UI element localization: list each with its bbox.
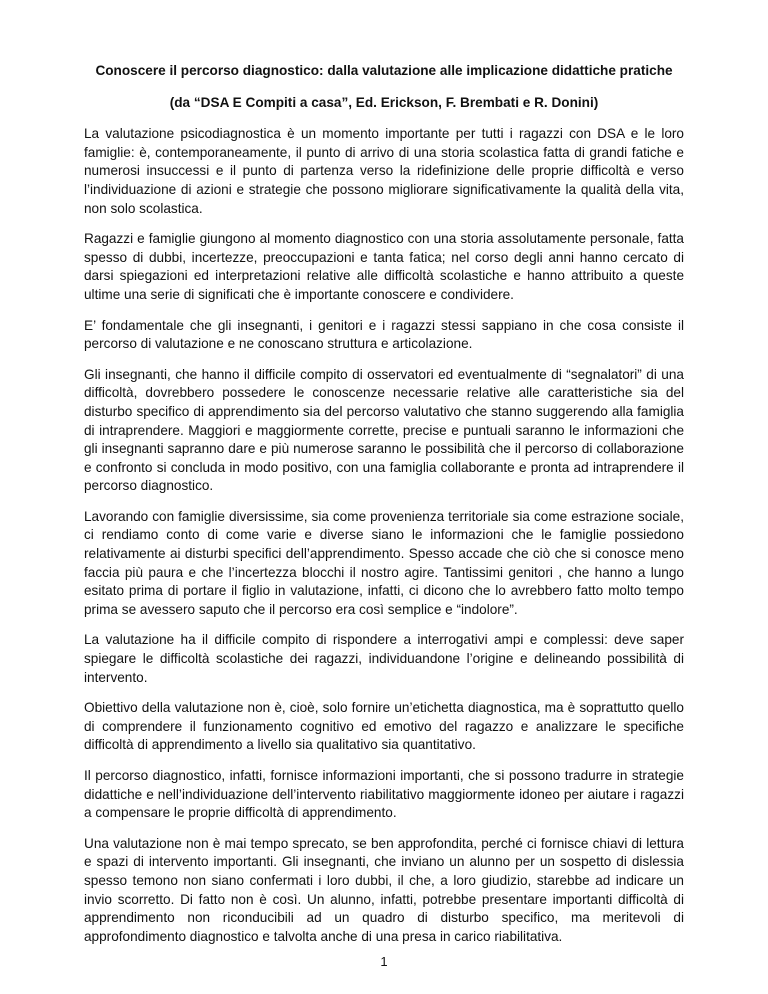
page-number: 1 (380, 954, 388, 969)
paragraph: Una valutazione non è mai tempo sprecato, se ben approfondita, perché ci fornisce chiavi di lettura e spazi di intervento importanti. Gli insegnanti, che inviano un alunno per un sospetto di dislessia spesso temono non siano confermati i loro dubbi, il che, a loro giudizio, starebbe ad indicare un invio scorretto. Di fatto non è così. Un alunno, infatti, potrebbe presentare importanti difficoltà di apprendimento non riconducibili ad un quadro di disturbo specifico, ma meritevoli di approfondimento diagnostico e talvolta anche di una presa in carico riabilitativa. (84, 835, 684, 944)
paragraph: La valutazione ha il difficile compito di rispondere a interrogativi ampi e complessi: deve saper spiegare le difficoltà scolastiche dei ragazzi, individuandone l’origine e delineando possibilità di intervento. (84, 632, 684, 685)
paragraph: Obiettivo della valutazione non è, cioè, solo fornire un’etichetta diagnostica, ma è soprattutto quello di comprendere il funzionamento cognitivo ed emotivo del ragazzo e analizzare le specifiche difficoltà di apprendimento a livello sia qualitativo sia quantitativo. (84, 700, 684, 753)
paragraph: Il percorso diagnostico, infatti, fornisce informazioni importanti, che si possono tradurre in strategie didattiche e nell’individuazione dell’intervento riabilitativo maggiormente idoneo per aiutare i ragazzi a compensare le proprie difficoltà di apprendimento. (84, 768, 684, 821)
paragraph: Ragazzi e famiglie giungono al momento diagnostico con una storia assolutamente personale, fatta spesso di dubbi, incertezze, preoccupazioni e tanta fatica; nel corso degli anni hanno cercato di darsi spiegazioni ed interpretazioni relative alle difficoltà scolastiche e hanno attribuito a queste ultime una serie di significati che è importante conoscere e condividere. (84, 231, 684, 302)
document-subtitle: (da “DSA E Compiti a casa”, Ed. Erickson, F. Brembati e R. Donini) (169, 94, 599, 110)
paragraph: Lavorando con famiglie diversissime, sia come provenienza territoriale sia come estrazione sociale, ci rendiamo conto di come varie e diverse siano le informazioni che le famiglie possiedono relativamente ai disturbi specifici dell’apprendimento. Spesso accade che ciò che si conosce meno faccia più paura e che l’incertezza blocchi il nostro agire. Tantissimi genitori , che hanno a lungo esitato prima di portare il figlio in valutazione, infatti, ci dicono che lo avrebbero fatto molto tempo prima se avessero saputo che il percorso era così semplice e “indolore”. (84, 508, 684, 617)
document-title: Conoscere il percorso diagnostico: dalla valutazione alle implicazione didattiche pratiche (95, 63, 673, 78)
document-page (84, 62, 684, 958)
paragraph: La valutazione psicodiagnostica è un momento importante per tutti i ragazzi con DSA e le loro famiglie: è, contemporaneamente, il punto di arrivo di una storia scolastica fatta di grandi fatiche e numerosi insuccessi e il punto di partenza verso la ridefinizione delle proprie difficoltà e verso l’individuazione di azioni e strategie che possono migliorare significativamente la qualità della vita, non solo scolastica. (84, 126, 684, 216)
paragraph: E’ fondamentale che gli insegnanti, i genitori e i ragazzi stessi sappiano in che cosa consiste il percorso di valutazione e ne conoscano struttura e articolazione. (84, 317, 684, 352)
paragraph: Gli insegnanti, che hanno il difficile compito di osservatori ed eventualmente di “segnalatori” di una difficoltà, dovrebbero possedere le conoscenze necessarie relative alle caratteristiche sia del disturbo specifico di apprendimento sia del percorso valutativo che stanno suggerendo alla famiglia di intraprendere. Maggiori e maggiormente corrette, precise e puntuali saranno le informazioni che gli insegnanti sapranno dare e più numerose saranno le possibilità che il percorso di collaborazione e confronto si concluda in modo positivo, con una famiglia collaborante e pronta ad intraprendere il percorso diagnostico. (84, 366, 684, 494)
